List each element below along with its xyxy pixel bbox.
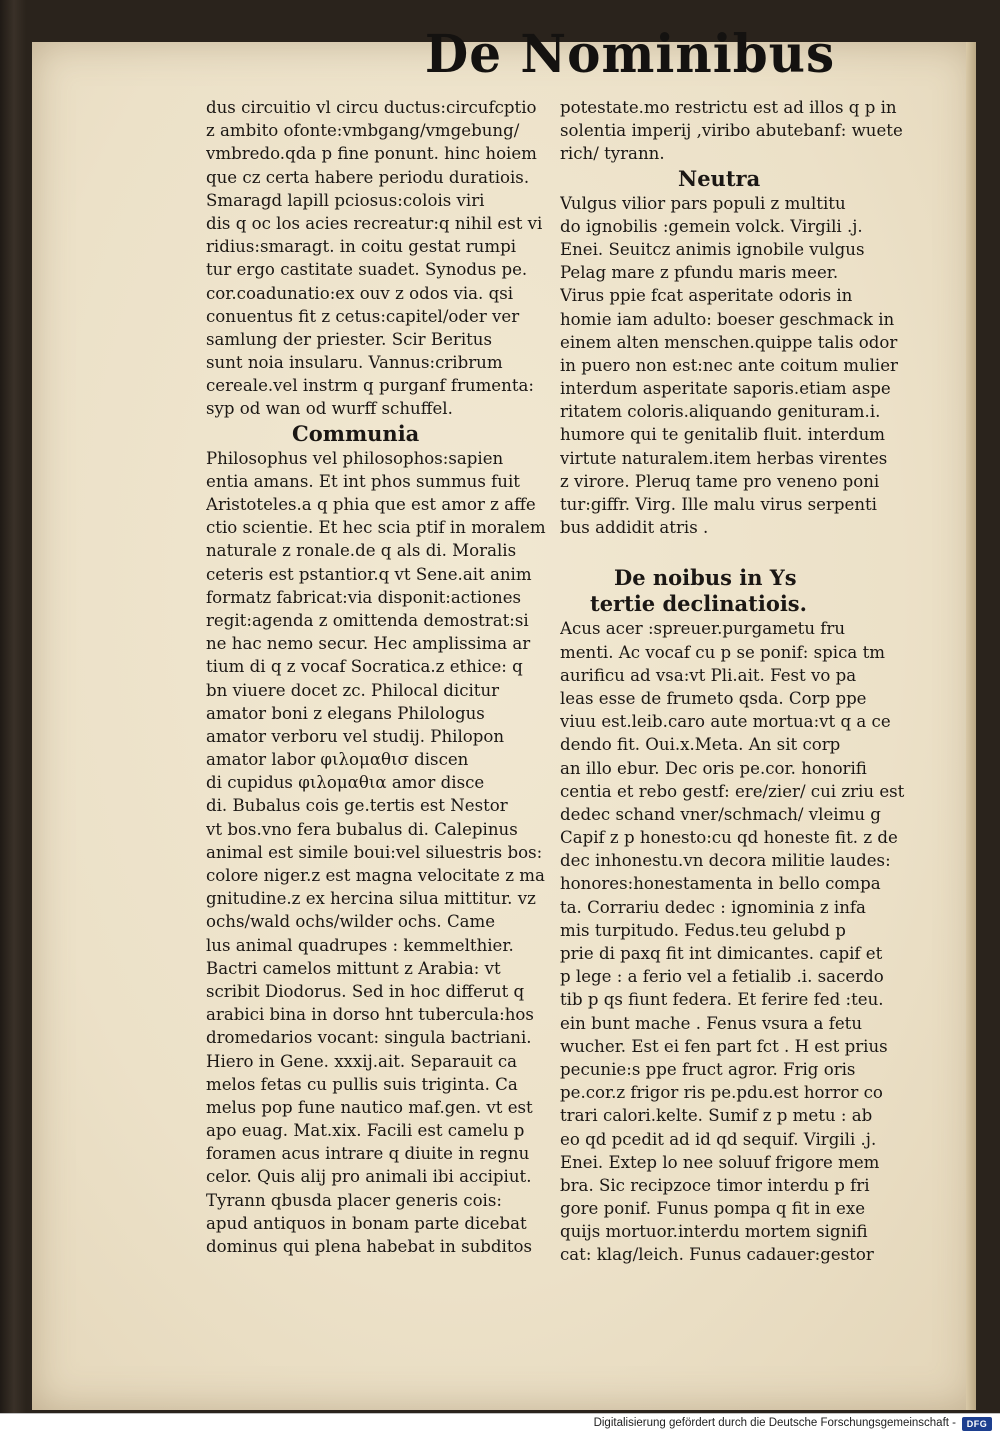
- text-line: tium di q z vocaf Socratica.z ethice: q: [206, 657, 523, 677]
- text-line: sunt noia insularu. Vannus:cribrum: [206, 353, 503, 373]
- text-line: ta. Corrariu dedec : ignominia z infa: [560, 897, 866, 917]
- text-line: vmbredo.qda p fine ponunt. hinc hoiem: [206, 144, 537, 164]
- text-line: in puero non est:nec ante coitum mulier: [560, 355, 898, 375]
- text-line: vt bos.vno fera bubalus di. Calepinus: [206, 819, 518, 839]
- text-line: quijs mortuor.interdu mortem signifi: [560, 1222, 868, 1242]
- text-line: ne hac nemo secur. Hec amplissima ar: [206, 634, 531, 654]
- text-line: conuentus fit z cetus:capitel/oder ver: [206, 306, 520, 326]
- section-heading-declinatio-line-1: De noibus in Ys: [614, 565, 797, 591]
- text-line: homie iam adulto: boeser geschmack in: [560, 309, 895, 329]
- text-line: leas esse de frumeto qsda. Corp ppe: [560, 688, 867, 708]
- text-line: gnitudine.z ex hercina silua mittitur. vz: [206, 889, 536, 909]
- text-line: apud antiquos in bonam parte dicebat: [206, 1213, 527, 1233]
- text-line: dromedarios vocant: singula bactriani.: [206, 1028, 532, 1048]
- page-edge: [966, 42, 976, 1410]
- text-line: tur ergo castitate suadet. Synodus pe.: [206, 260, 528, 280]
- text-line: Capif z p honesto:cu qd honeste fit. z de: [560, 828, 898, 848]
- section-heading-declinatio-line-2: tertie declinatiois.: [590, 591, 807, 617]
- digitization-footer: [0, 1413, 1000, 1435]
- text-line: aurificu ad vsa:vt Pli.ait. Fest vo pa: [560, 665, 857, 685]
- section-heading-neutra: Neutra: [678, 165, 761, 191]
- page-heading: De Nominibus: [424, 22, 836, 85]
- right-text-block-2: [560, 192, 920, 540]
- text-line: lus animal quadrupes : kemmelthier.: [206, 935, 514, 955]
- text-line: Bactri camelos mittunt z Arabia: vt: [206, 958, 501, 978]
- text-line: animal est simile boui:vel siluestris bos:: [206, 842, 543, 862]
- text-line: tur:giffr. Virg. Ille malu virus serpenti: [560, 495, 877, 514]
- left-text-block-1: [206, 96, 556, 421]
- text-line: ridius:smaragt. in coitu gestat rumpi: [206, 237, 517, 257]
- text-line: mis turpitudo. Fedus.teu gelubd p: [560, 920, 846, 940]
- text-line: dus circuitio vl circu ductus:circufcptio: [206, 98, 537, 117]
- section-heading-communia: Communia: [292, 420, 420, 446]
- text-line: Smaragd lapill pciosus:colois viri: [206, 190, 485, 210]
- text-line: virtute naturalem.item herbas virentes: [560, 448, 888, 468]
- text-line: regit:agenda z omittenda demostrat:si: [206, 610, 529, 630]
- text-line: formatz fabricat:via disponit:actiones: [206, 587, 522, 607]
- section-heading-declinatio: [560, 565, 920, 617]
- text-line: gore ponif. Funus pompa q fit in exe: [560, 1199, 866, 1219]
- text-line: cereale.vel instrm q purganf frumenta:: [206, 376, 534, 396]
- text-line: cor.coadunatio:ex ouv z odos via. qsi: [206, 283, 514, 303]
- text-line: celor. Quis alij pro animali ibi accipiut.: [206, 1167, 532, 1187]
- text-line: z virore. Pleruq tame pro veneno poni: [560, 471, 880, 491]
- text-line: scribit Diodorus. Sed in hoc differut q: [206, 981, 525, 1001]
- text-line: que cz certa habere periodu duratiois.: [206, 167, 530, 187]
- text-line: syp od wan od wurff schuffel.: [206, 399, 453, 419]
- text-line: bn viuere docet zc. Philocal dicitur: [206, 680, 500, 700]
- text-line: bus addidit atris .: [560, 518, 709, 538]
- text-line: interdum asperitate saporis.etiam aspe: [560, 379, 891, 399]
- text-line: ctio scientie. Et hec scia ptif in moralem: [206, 518, 546, 538]
- right-text-block-1: [560, 96, 920, 166]
- text-line: prie di paxq fit int dimicantes. capif et: [560, 944, 883, 963]
- text-line: amator boni z elegans Philologus: [206, 703, 485, 723]
- text-line: Virus ppie fcat asperitate odoris in: [560, 286, 853, 306]
- text-line: cat: klag/leich. Funus cadauer:gestor: [560, 1245, 874, 1265]
- text-line: ceteris est pstantior.q vt Sene.ait anim: [206, 564, 532, 584]
- text-line: di. Bubalus cois ge.tertis est Nestor: [206, 796, 508, 816]
- text-line: dendo fit. Oui.x.Meta. An sit corp: [560, 735, 841, 755]
- text-line: humore qui te genitalib fluit. interdum: [560, 425, 886, 445]
- text-line: Enei. Seuitcz animis ignobile vulgus: [560, 239, 865, 259]
- text-line: dec inhonestu.vn decora militie laudes:: [560, 851, 891, 871]
- text-line: trari calori.kelte. Sumif z p metu : ab: [560, 1106, 873, 1126]
- footer-credit-text: Digitalisierung gefördert durch die Deutsche Forschungsgemeinschaft -: [593, 1417, 956, 1429]
- text-line: arabici bina in dorso hnt tubercula:hos: [206, 1005, 534, 1025]
- text-line: Vulgus vilior pars populi z multitu: [560, 193, 846, 213]
- text-line: einem alten menschen.quippe talis odor: [560, 332, 898, 352]
- text-line: melos fetas cu pullis suis triginta. Ca: [206, 1074, 518, 1094]
- text-line: apo euag. Mat.xix. Facili est camelu p: [206, 1121, 525, 1141]
- right-column: [560, 96, 920, 1267]
- text-line: dis q oc los acies recreatur:q nihil est vi: [206, 213, 543, 233]
- text-line: ochs/wald ochs/wilder ochs. Came: [206, 912, 496, 932]
- text-line: an illo ebur. Dec oris pe.cor. honorifi: [560, 758, 867, 778]
- text-line: viuu est.leib.caro aute mortua:vt q a ce: [560, 712, 891, 732]
- text-line: naturale z ronale.de q als di. Moralis: [206, 541, 517, 561]
- text-line: ritatem coloris.aliquando genituram.i.: [560, 402, 881, 422]
- text-line: Tyrann qbusda placer generis cois:: [206, 1190, 502, 1210]
- text-line: foramen acus intrare q diuite in regnu: [206, 1144, 530, 1164]
- text-line: pecunie:s ppe fruct agror. Frig oris: [560, 1059, 856, 1079]
- text-line: Acus acer :spreuer.purgametu fru: [560, 619, 846, 639]
- text-line: wucher. Est ei fen part fct . H est prius: [560, 1036, 888, 1056]
- text-line: dedec schand vner/schmach/ vleimu g: [560, 804, 881, 824]
- text-line: Enei. Extep lo nee soluuf frigore mem: [560, 1152, 880, 1172]
- dfg-logo: DFG: [962, 1417, 992, 1431]
- text-line: potestate.mo restrictu est ad illos q p in: [560, 98, 897, 117]
- right-text-block-3: [560, 617, 920, 1266]
- text-line: di cupidus φιλομαθια amor disce: [206, 773, 485, 793]
- text-line: z ambito ofonte:vmbgang/vmgebung/: [206, 121, 520, 141]
- text-line: colore niger.z est magna velocitate z ma: [206, 866, 545, 885]
- text-line: solentia imperij ,viribo abutebanf: wuete: [560, 121, 903, 141]
- text-line: tib p qs fiunt federa. Et ferire fed :teu.: [560, 990, 884, 1010]
- text-line: pe.cor.z frigor ris pe.pdu.est horror co: [560, 1083, 883, 1103]
- text-line: Aristoteles.a q phia que est amor z affe: [206, 495, 536, 514]
- text-line: entia amans. Et int phos summus fuit: [206, 471, 520, 491]
- text-line: centia et rebo gestf: ere/zier/ cui zriu est: [560, 781, 905, 801]
- text-line: Philosophus vel philosophos:sapien: [206, 448, 504, 468]
- text-line: dominus qui plena habebat in subditos: [206, 1237, 532, 1256]
- left-text-block-2: [206, 447, 556, 1259]
- text-line: ein bunt mache . Fenus vsura a fetu: [560, 1013, 863, 1033]
- text-line: amator verboru vel studij. Philopon: [206, 726, 505, 746]
- left-column: [206, 96, 556, 1258]
- text-line: amator labor φιλομαθισ discen: [206, 750, 469, 770]
- text-line: p lege : a ferio vel a fetialib .i. sacerdo: [560, 967, 884, 987]
- text-line: Pelag mare z pfundu maris meer.: [560, 263, 839, 283]
- text-line: eo qd pcedit ad id qd sequif. Virgili .j.: [560, 1129, 877, 1149]
- text-line: melus pop fune nautico maf.gen. vt est: [206, 1097, 533, 1117]
- text-line: bra. Sic recipzoce timor interdu p fri: [560, 1175, 870, 1195]
- text-line: menti. Ac vocaf cu p se ponif: spica tm: [560, 642, 885, 662]
- text-line: Hiero in Gene. xxxij.ait. Separauit ca: [206, 1051, 518, 1071]
- text-line: samlung der priester. Scir Beritus: [206, 329, 493, 349]
- text-line: rich/ tyrann.: [560, 144, 665, 164]
- text-line: do ignobilis :gemein volck. Virgili .j.: [560, 216, 863, 236]
- text-line: honores:honestamenta in bello compa: [560, 874, 881, 894]
